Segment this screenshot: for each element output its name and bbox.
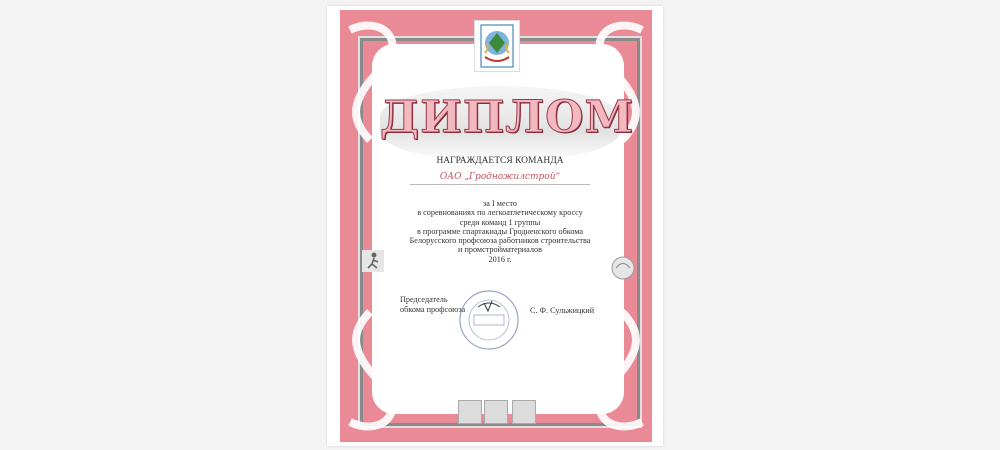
award-line: 2016 г. — [488, 254, 512, 264]
gymnast-pictogram-icon — [484, 400, 508, 424]
award-line: за I место — [483, 199, 517, 208]
football-pictogram-icon — [458, 400, 482, 424]
team-name-handwritten: ОАО „Гродножилстрой“ — [439, 172, 561, 182]
award-line: Белорусского профсоюза работников строительства — [409, 236, 591, 246]
signatory-name: С. Ф. Сульжицкий — [530, 306, 595, 315]
official-stamp-icon — [458, 289, 520, 351]
runner-pictogram-icon — [362, 250, 384, 272]
award-line: и промстройматериалов — [458, 245, 542, 255]
ball-pictogram-icon — [512, 400, 536, 424]
diploma-title: ДИПЛОМ — [380, 92, 635, 143]
award-line: в соревнованиях по легкоатлетическому кроссу — [417, 208, 583, 218]
award-line: среди команд 1 группы — [459, 217, 541, 227]
award-description — [380, 199, 620, 264]
sport-pictogram-icon — [610, 255, 636, 281]
signatory-role: Председатель обкома профсоюза — [400, 295, 466, 314]
team-underline — [410, 184, 590, 185]
belarus-emblem-icon — [474, 20, 520, 72]
award-subtitle: НАГРАЖДАЕТСЯ КОМАНДА — [436, 156, 564, 166]
award-line: в программе спартакиады Гродненского обкома — [416, 226, 584, 236]
